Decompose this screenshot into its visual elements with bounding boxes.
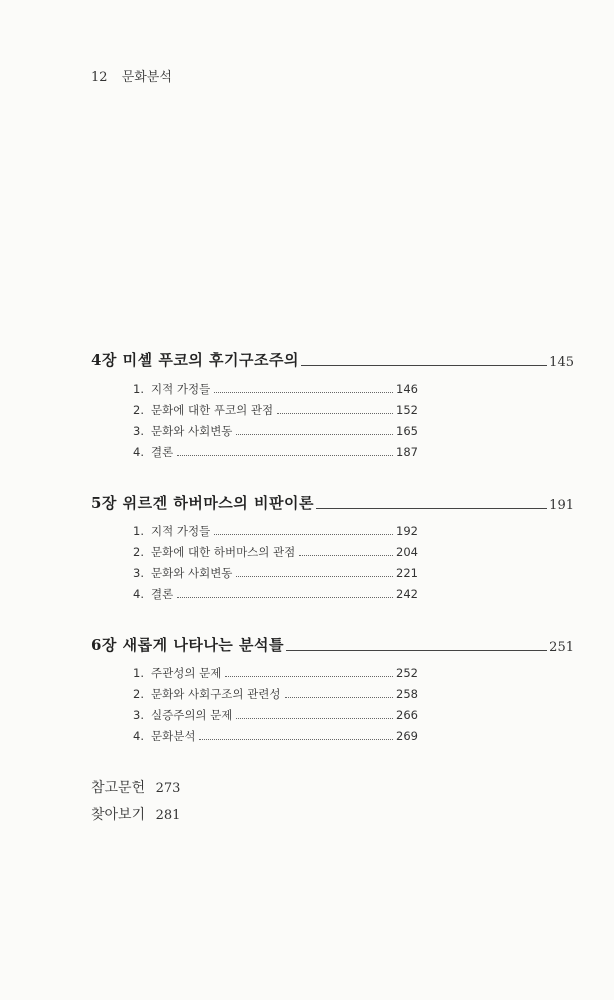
entry-label: 주관성의 문제 (151, 666, 222, 680)
entry-label: 문화와 사회변동 (151, 566, 233, 580)
toc-entry[interactable] (133, 381, 418, 402)
toc-entry[interactable] (133, 665, 418, 686)
toc-entry[interactable] (133, 565, 418, 586)
entry-label: 결론 (151, 587, 174, 601)
entry-label: 문화와 사회변동 (151, 424, 233, 438)
chapter-heading-5[interactable] (91, 492, 574, 513)
entry-number: 4. (133, 445, 144, 459)
dot-leader (236, 718, 393, 719)
chapter-rule (301, 365, 547, 366)
entry-page: 165 (396, 424, 418, 438)
entry-label: 지적 가정들 (151, 524, 211, 538)
chapter-page: 145 (549, 355, 574, 370)
toc-entry[interactable] (133, 402, 418, 423)
entry-number: 1. (133, 382, 144, 396)
entry-number: 3. (133, 566, 144, 580)
entry-page: 152 (396, 403, 418, 417)
entry-number: 2. (133, 687, 144, 701)
back-matter-label: 찾아보기 (91, 807, 146, 823)
dot-leader (285, 697, 394, 698)
chapter-heading-6[interactable] (91, 634, 574, 655)
chapter-title: 4장 미셸 푸코의 후기구조주의 (91, 351, 299, 369)
entry-label: 문화에 대한 푸코의 관점 (151, 403, 274, 417)
entry-number: 3. (133, 424, 144, 438)
toc-entry[interactable] (133, 544, 418, 565)
entry-number: 1. (133, 524, 144, 538)
dot-leader (177, 455, 393, 456)
entry-label: 문화에 대한 하버마스의 관점 (151, 545, 296, 559)
entry-label: 지적 가정들 (151, 382, 211, 396)
dot-leader (225, 676, 393, 677)
toc-entry[interactable] (133, 444, 418, 465)
entry-page: 192 (396, 524, 418, 538)
chapter-title: 6장 새롭게 나타나는 분석틀 (91, 636, 284, 654)
entry-page: 187 (396, 445, 418, 459)
toc-entry[interactable] (133, 586, 418, 607)
chapter-5-entries (133, 523, 418, 607)
entry-number: 1. (133, 666, 144, 680)
back-matter-label: 참고문헌 (91, 780, 146, 796)
entry-label: 결론 (151, 445, 174, 459)
entry-label: 문화분석 (151, 729, 196, 743)
dot-leader (214, 534, 393, 535)
header-page-number: 12 (91, 70, 108, 85)
toc-entry[interactable] (133, 523, 418, 544)
chapter-6-entries (133, 665, 418, 749)
entry-number: 4. (133, 729, 144, 743)
entry-page: 269 (396, 729, 418, 743)
entry-page: 252 (396, 666, 418, 680)
dot-leader (277, 413, 393, 414)
back-matter-index[interactable] (91, 804, 180, 824)
dot-leader (199, 739, 393, 740)
toc-entry[interactable] (133, 707, 418, 728)
chapter-heading-4[interactable] (91, 349, 574, 370)
entry-page: 204 (396, 545, 418, 559)
dot-leader (236, 576, 393, 577)
toc-entry[interactable] (133, 686, 418, 707)
chapter-rule (316, 508, 547, 509)
entry-page: 266 (396, 708, 418, 722)
chapter-title: 5장 위르겐 하버마스의 비판이론 (91, 494, 314, 512)
entry-number: 4. (133, 587, 144, 601)
dot-leader (236, 434, 393, 435)
entry-number: 3. (133, 708, 144, 722)
running-header (91, 66, 172, 85)
dot-leader (299, 555, 393, 556)
chapter-page: 251 (549, 640, 574, 655)
back-matter-references[interactable] (91, 777, 180, 797)
dot-leader (214, 392, 393, 393)
entry-label: 문화와 사회구조의 관련성 (151, 687, 281, 701)
chapter-rule (286, 650, 547, 651)
header-title: 문화분석 (121, 70, 172, 85)
entry-page: 221 (396, 566, 418, 580)
back-matter-page: 281 (155, 808, 181, 823)
entry-label: 실증주의의 문제 (151, 708, 233, 722)
chapter-page: 191 (549, 498, 574, 513)
entry-page: 258 (396, 687, 418, 701)
back-matter-page: 273 (155, 781, 181, 796)
toc-entry[interactable] (133, 423, 418, 444)
entry-number: 2. (133, 545, 144, 559)
dot-leader (177, 597, 393, 598)
entry-page: 242 (396, 587, 418, 601)
entry-page: 146 (396, 382, 418, 396)
entry-number: 2. (133, 403, 144, 417)
chapter-4-entries (133, 381, 418, 465)
toc-entry[interactable] (133, 728, 418, 749)
